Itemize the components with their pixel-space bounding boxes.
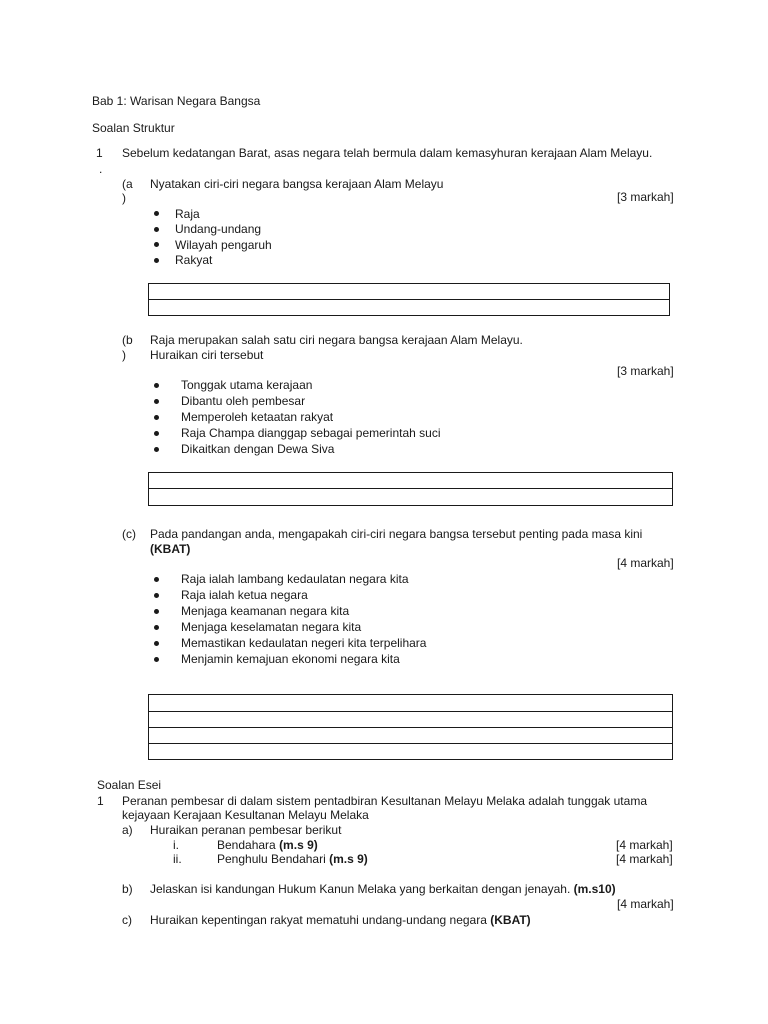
esei-question-text-cont: kejayaan Kerajaan Kesultanan Melayu Melaka (122, 808, 369, 822)
part-c-marks: [4 markah] (617, 556, 674, 570)
part-b-question: Huraikan ciri tersebut (150, 348, 264, 362)
esei-item-i-ref: (m.s 9) (279, 838, 318, 852)
part-c-bullet: Menjamin kemajuan ekonomi negara kita (181, 652, 400, 666)
part-c-kbat: (KBAT) (150, 542, 191, 556)
bullet-icon (154, 431, 159, 436)
part-a-bullet: Undang-undang (175, 222, 262, 236)
bullet-icon (154, 242, 159, 247)
esei-question-text: Peranan pembesar di dalam sistem pentadbiran Kesultanan Melayu Melaka adalah tunggak utama (122, 794, 647, 808)
esei-part-b (150, 882, 616, 896)
esei-part-b-ref: (m.s10) (573, 882, 616, 896)
page-title: Bab 1: Warisan Negara Bangsa (92, 94, 261, 108)
part-b-bullet: Raja Champa dianggap sebagai pemerintah suci (181, 426, 441, 440)
bullet-icon (154, 447, 159, 452)
esei-part-c-kbat: (KBAT) (490, 913, 531, 927)
part-a-marks: [3 markah] (617, 190, 674, 204)
part-c-bullet: Raja ialah lambang kedaulatan negara kita (181, 572, 409, 586)
section-heading-esei: Soalan Esei (97, 778, 162, 792)
bullet-icon (154, 593, 159, 598)
answer-lines-b (148, 472, 673, 506)
answer-lines-c (148, 694, 673, 760)
esei-item-i-text: Bendahara (217, 838, 276, 852)
part-b-label-paren: ) (122, 348, 126, 362)
esei-item-ii-marks: [4 markah] (616, 852, 673, 866)
answer-lines-a (148, 283, 670, 316)
section-heading-struktur: Soalan Struktur (92, 121, 175, 135)
question-dot: . (99, 162, 103, 176)
esei-item-i (217, 838, 318, 852)
bullet-icon (154, 657, 159, 662)
part-b-statement: Raja merupakan salah satu ciri negara bangsa kerajaan Alam Melayu. (150, 333, 523, 347)
part-a-bullet: Wilayah pengaruh (175, 238, 272, 252)
esei-part-b-marks: [4 markah] (617, 897, 674, 911)
esei-item-ii-text: Penghulu Bendahari (217, 852, 326, 866)
bullet-icon (154, 625, 159, 630)
esei-item-ii (217, 852, 368, 866)
part-c-bullet: Menjaga keselamatan negara kita (181, 620, 362, 634)
part-a-label: (a (122, 177, 133, 191)
part-c-bullet: Menjaga keamanan negara kita (181, 604, 350, 618)
esei-item-ii-label: ii. (173, 852, 182, 866)
esei-part-c (150, 913, 531, 927)
bullet-icon (154, 415, 159, 420)
esei-part-a-label: a) (122, 823, 133, 837)
bullet-icon (154, 227, 159, 232)
esei-part-c-label: c) (122, 913, 132, 927)
part-b-marks: [3 markah] (617, 364, 674, 378)
esei-question-number: 1 (97, 794, 104, 808)
part-b-bullet: Dibantu oleh pembesar (181, 394, 306, 408)
part-a-bullet: Raja (175, 207, 200, 221)
esei-item-i-marks: [4 markah] (616, 838, 673, 852)
bullet-icon (154, 577, 159, 582)
bullet-icon (154, 211, 159, 216)
part-c-label: (c) (122, 527, 136, 541)
bullet-icon (154, 609, 159, 614)
part-b-bullet: Tonggak utama kerajaan (181, 378, 313, 392)
part-a-question: Nyatakan ciri-ciri negara bangsa kerajaan Alam Melayu (150, 177, 444, 191)
question-text: Sebelum kedatangan Barat, asas negara telah bermula dalam kemasyhuran kerajaan Alam Melayu. (122, 146, 653, 160)
part-c-question: Pada pandangan anda, mengapakah ciri-ciri negara bangsa tersebut penting pada masa kini (150, 527, 643, 541)
bullet-icon (154, 258, 159, 263)
part-b-bullet: Memperoleh ketaatan rakyat (181, 410, 334, 424)
esei-part-c-question: Huraikan kepentingan rakyat mematuhi undang-undang negara (150, 913, 487, 927)
part-a-bullet: Rakyat (175, 253, 213, 267)
esei-item-ii-ref: (m.s 9) (329, 852, 368, 866)
part-c-bullet: Raja ialah ketua negara (181, 588, 308, 602)
question-number: 1 (96, 146, 103, 160)
part-a-label-paren: ) (122, 191, 126, 205)
part-b-bullet: Dikaitkan dengan Dewa Siva (181, 442, 335, 456)
part-c-bullet: Memastikan kedaulatan negeri kita terpelihara (181, 636, 427, 650)
bullet-icon (154, 383, 159, 388)
esei-part-b-question: Jelaskan isi kandungan Hukum Kanun Melaka yang berkaitan dengan jenayah. (150, 882, 571, 896)
part-b-label: (b (122, 333, 133, 347)
esei-item-i-label: i. (173, 838, 179, 852)
esei-part-a-question: Huraikan peranan pembesar berikut (150, 823, 342, 837)
bullet-icon (154, 641, 159, 646)
esei-part-b-label: b) (122, 882, 133, 896)
bullet-icon (154, 399, 159, 404)
